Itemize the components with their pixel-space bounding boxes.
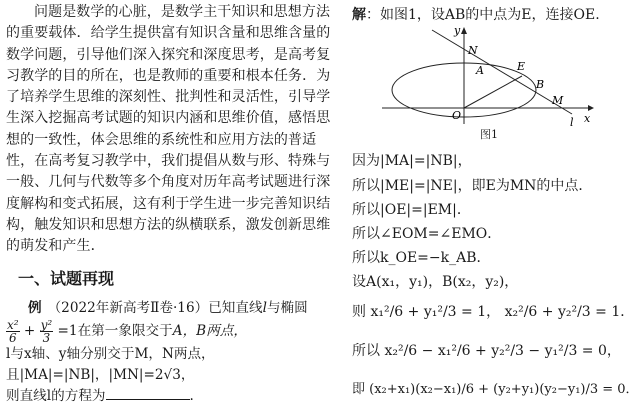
solution-line-7: 则 x₁²/6 + y₁²/3 = 1， x₂²/6 + y₂²/3 = 1． — [352, 304, 635, 320]
solution-line-1: 因为|MA|=|NB|， — [352, 153, 472, 169]
example-text-5: M，N两点，且|MA|=|NB|，|MN|=2√3， — [6, 346, 215, 383]
example-source: （2022年新高考Ⅱ卷·16）已知直线 — [47, 300, 263, 316]
intro-paragraph: 问题是数学的心脏，是数学主干知识和思想方法的重要载体．给学生提供富有知识含量和思维含量的数学问题，引导他们深入探究和深度思考，是高考复习教学的目的所在，也是教师的重要和根本任务．为了培养学生思维的深刻性、批判性和灵活性，引导学生深入挖掘高考试题的知识内涵和思维价值，感悟思想的一致性，体会思维的系统性和应用方法的普适性，在高考复习教学中，我们提倡从数与形、特殊与一般、几何与代数等多个角度对历年高考试题进行深度解构和变式拓展，这有利于学生进一步完善知识结构，触发知识和思想方法的纵横联系，激发创新思维的萌发和产生． — [6, 4, 331, 255]
label-l: l — [570, 116, 574, 129]
ellipse-term-y: $\frac{\text{y²}}{3}$ — [40, 318, 53, 345]
figure-caption: 图1 — [480, 128, 498, 141]
answer-blank — [106, 387, 190, 400]
solution-intro-text: ：如图1，设AB的中点为E，连接OE. — [366, 7, 600, 23]
plus-sign: + — [23, 323, 36, 339]
label-A: A — [476, 64, 484, 77]
right-column — [352, 0, 639, 405]
solution-line-6: 设A(x₁，y₁)，B(x₂，y₂)， — [352, 274, 519, 290]
label-O: O — [452, 109, 462, 122]
label-x: x — [584, 112, 591, 125]
line-symbol: l — [262, 300, 267, 316]
example-text-4: l与x轴、y轴分别交于 — [6, 346, 135, 362]
example-text-6: 则直线 — [6, 388, 47, 404]
example-text-3: A，B两点， — [172, 323, 247, 339]
solution-line-2: 所以|ME|=|NE|，即E为MN的中点． — [352, 178, 593, 194]
figure-1 — [372, 22, 596, 127]
example-text-1: 与椭圆 — [266, 300, 308, 316]
solution-line-4: 所以∠EOM=∠EMO． — [352, 226, 502, 242]
y-axis-arrow — [461, 27, 467, 34]
x-axis-arrow — [588, 105, 594, 111]
example-text-7: l的方程为 — [46, 388, 106, 404]
line-l — [432, 30, 572, 114]
solution-line-8: 所以 x₂²/6 − x₁²/6 + y₂²/3 − y₁²/3 = 0， — [352, 343, 621, 359]
solution-line-3: 所以|OE|=|EM|． — [352, 202, 471, 218]
label-E: E — [517, 60, 526, 73]
solution-label: 解 — [352, 7, 366, 23]
segment-OE — [464, 76, 522, 108]
label-N: N — [468, 44, 478, 57]
label-B: B — [536, 78, 545, 91]
section-title: 一、试题再现 — [18, 269, 115, 288]
solution-intro — [352, 4, 600, 24]
solution-line-5: 所以k_OE=−k_AB． — [352, 250, 491, 266]
period: . — [189, 388, 194, 404]
label-M: M — [552, 94, 564, 107]
example-label: 例 — [28, 300, 42, 316]
label-y: y — [454, 24, 461, 37]
example-text-2: =1在第一象限交于 — [57, 323, 173, 339]
ellipse-term-x: $\frac{\text{x²}}{6}$ — [7, 318, 19, 345]
example-problem — [6, 298, 336, 407]
solution-line-9: 即 (x₂+x₁)(x₂−x₁)/6 + (y₂+y₁)(y₂−y₁)/3 = 0． — [352, 382, 639, 397]
